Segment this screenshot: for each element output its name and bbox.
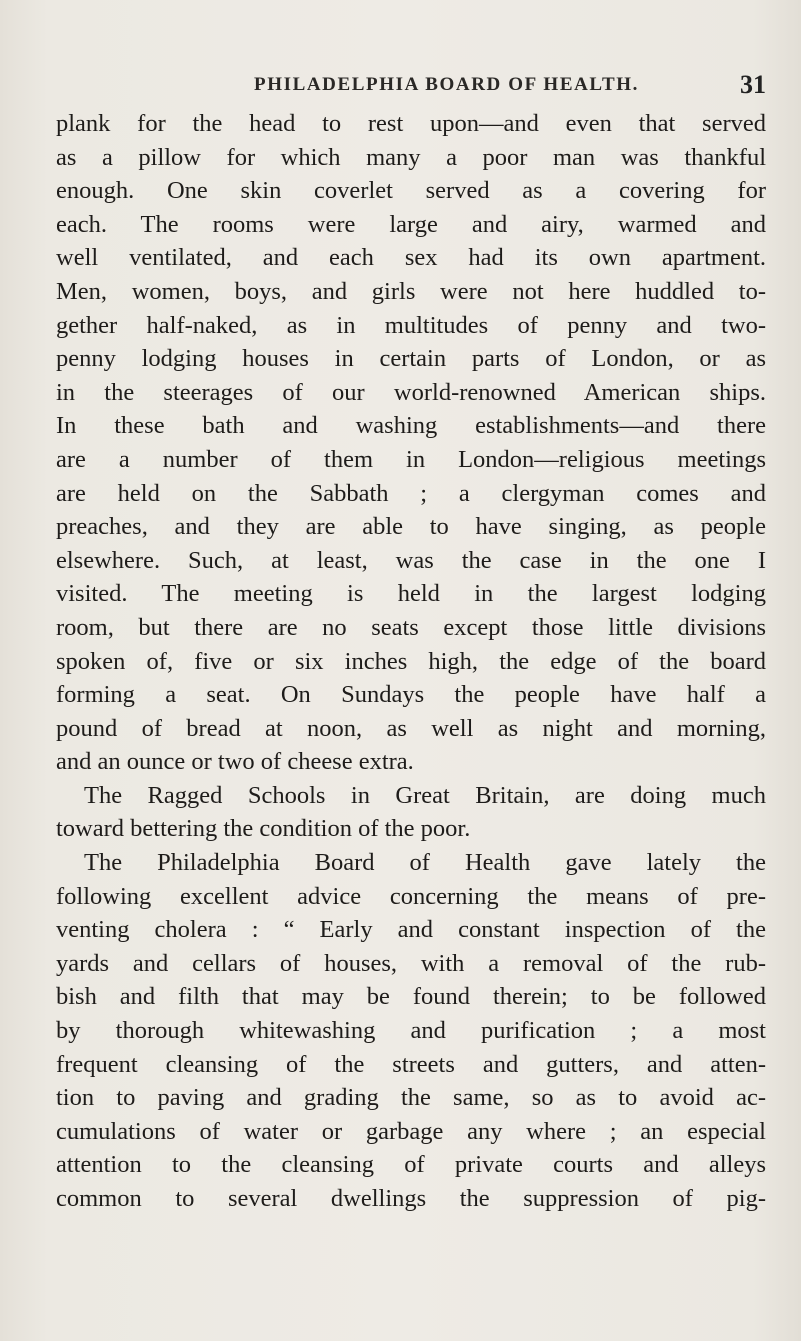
text-line: well ventilated, and each sex had its own apartment. (56, 244, 766, 272)
text-line: forming a seat. On Sundays the people have half a (56, 681, 766, 709)
text-line: by thorough whitewashing and purification ; a most (56, 1017, 766, 1045)
text-line: frequent cleansing of the streets and gutters, and atten- (56, 1050, 766, 1078)
text-line: following excellent advice concerning the means of pre- (56, 882, 766, 910)
text-line: are a number of them in London—religious meetings (56, 445, 766, 473)
text-line: visited. The meeting is held in the largest lodging (56, 580, 766, 608)
text-line: penny lodging houses in certain parts of London, or as (56, 345, 766, 373)
text-line: The Ragged Schools in Great Britain, are doing much (84, 781, 766, 809)
text-line: room, but there are no seats except those little divisions (56, 613, 766, 641)
running-head (54, 70, 766, 108)
text-line: common to several dwellings the suppression of pig- (56, 1185, 766, 1212)
text-line: tion to paving and grading the same, so as to avoid ac- (56, 1084, 766, 1112)
text-line: yards and cellars of houses, with a removal of the rub- (56, 949, 766, 977)
text-line: venting cholera : “ Early and constant inspection of the (56, 916, 766, 944)
text-line: pound of bread at noon, as well as night and morning, (56, 714, 766, 742)
running-title: PHILADELPHIA BOARD OF HEALTH. (254, 74, 639, 95)
text-line: attention to the cleansing of private courts and alleys (56, 1151, 766, 1179)
text-line: are held on the Sabbath ; a clergyman comes and (56, 479, 766, 507)
body-text (56, 107, 766, 1216)
text-line: and an ounce or two of cheese extra. (56, 748, 414, 776)
text-line: elsewhere. Such, at least, was the case in the one I (56, 546, 766, 574)
text-line: The Philadelphia Board of Health gave lately the (84, 849, 766, 877)
text-line: enough. One skin coverlet served as a covering for (56, 177, 766, 205)
text-line: each. The rooms were large and airy, warmed and (56, 210, 766, 238)
text-line: in the steerages of our world-renowned American ships. (56, 378, 766, 406)
text-line: cumulations of water or garbage any where ; an especial (56, 1117, 766, 1145)
text-line: In these bath and washing establishments—and there (56, 412, 766, 440)
text-line: as a pillow for which many a poor man was thankful (56, 143, 766, 171)
text-line: gether half-naked, as in multitudes of penny and two- (56, 311, 766, 339)
text-line: preaches, and they are able to have singing, as people (56, 513, 766, 541)
text-line: plank for the head to rest upon—and even that served (56, 110, 766, 137)
text-line: spoken of, five or six inches high, the edge of the board (56, 647, 766, 675)
page-number: 31 (740, 70, 766, 99)
text-line: bish and filth that may be found therein; to be followed (56, 983, 766, 1011)
text-line: toward bettering the condition of the poor. (56, 815, 471, 843)
text-line: Men, women, boys, and girls were not here huddled to- (56, 277, 766, 305)
